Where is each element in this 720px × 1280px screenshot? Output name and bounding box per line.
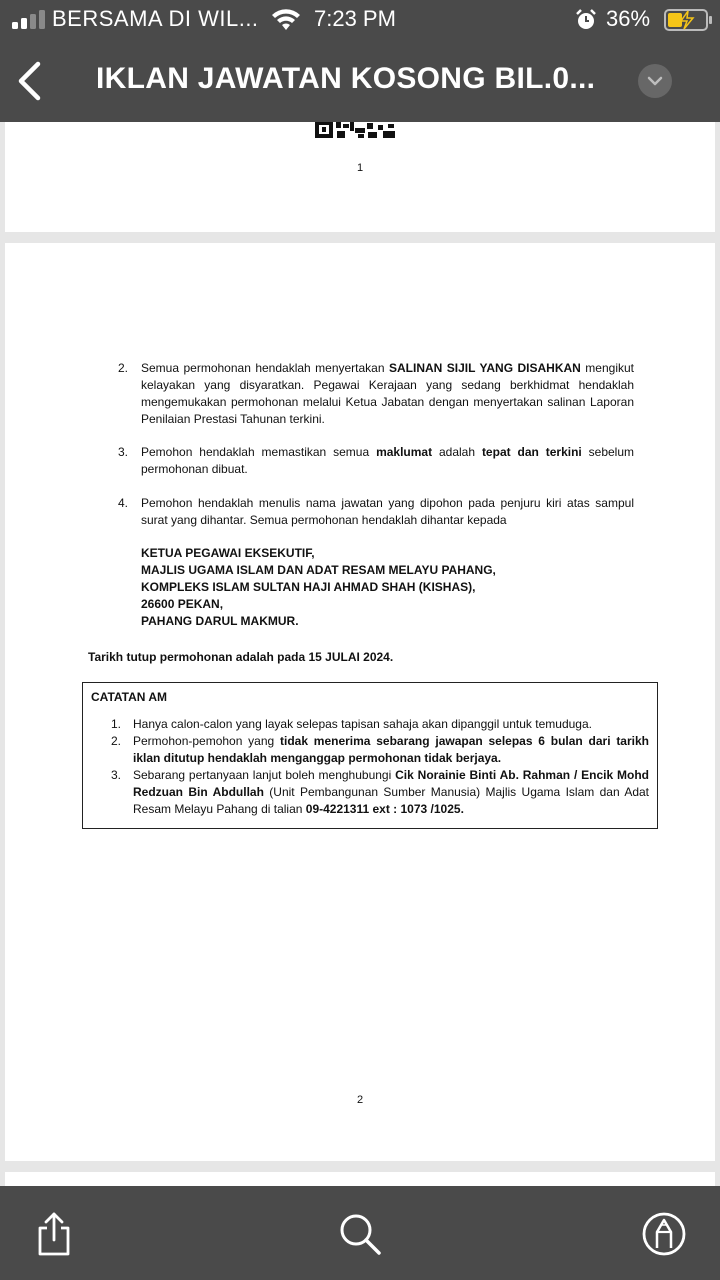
carrier-name: BERSAMA DI WIL...: [52, 6, 259, 31]
general-notes-box: CATATAN AM 1. Hanya calon-calon yang layak selepas tapisan sahaja akan dipanggil untuk temuduga. 2. Permohon-pemohon yang tidak menerima sebarang jawapan selepas 6 bulan dari tarikh iklan ditutup hendaklah menganggap permohonan tidak berjaya. 3. Sebarang pertanyaan lanjut boleh menghubungi Cik Norainie Binti Ab. Rahman / Encik Mohd Redzuan Bin Abdullah (Unit Pembangunan Sumber Manusia) Majlis Ugama Islam dan Adat Resam Melayu Pahang di talian 09-4221311 ext : 1073 /1025.: [82, 682, 658, 829]
page-number: 1: [356, 162, 364, 174]
address-line: KETUA PEGAWAI EKSEKUTIF,: [141, 546, 315, 560]
address-line: KOMPLEKS ISLAM SULTAN HAJI AHMAD SHAH (KISHAS),: [141, 580, 476, 594]
nav-bar: [0, 40, 720, 122]
pdf-page-1: [5, 122, 715, 232]
page-number: 2: [356, 1094, 364, 1106]
alarm-icon: [574, 8, 598, 32]
closing-date: Tarikh tutup permohonan adalah pada 15 JULAI 2024.: [88, 650, 394, 664]
dropdown-chevron-icon: [638, 64, 672, 98]
battery-percent: 36%: [606, 6, 651, 31]
item-text: Pemohon hendaklah menulis nama jawatan yang dipohon pada penjuru kiri atas sampul surat yang dihantar. Semua permohonan hendaklah dihantar kepada: [141, 496, 634, 527]
pdf-page-2: [5, 243, 715, 1161]
wifi-icon: [270, 6, 302, 32]
item-number: 4.: [118, 496, 129, 510]
signal-icon: [10, 10, 50, 30]
item-number: 2.: [118, 361, 129, 375]
bottom-toolbar: [0, 1186, 720, 1280]
search-icon[interactable]: [336, 1210, 384, 1258]
title-menu-button[interactable]: [638, 64, 672, 98]
item-text: Semua permohonan hendaklah menyertakan SALINAN SIJIL YANG DISAHKAN mengikut kelayakan yang disyaratkan. Pegawai Kerajaan yang sedang berkhidmat hendaklah mengemukakan permohonan melalui Ketua Jabatan dengan menyertakan salinan Laporan Penilaian Prestasi Tahunan terkini.: [141, 361, 634, 426]
back-chevron-icon[interactable]: [14, 60, 44, 102]
status-bar: [0, 0, 720, 40]
status-time: 7:23 PM: [314, 6, 396, 31]
address-line: PAHANG DARUL MAKMUR.: [141, 614, 299, 628]
notes-title: CATATAN AM: [91, 690, 167, 704]
address-line: MAJLIS UGAMA ISLAM DAN ADAT RESAM MELAYU PAHANG,: [141, 563, 496, 577]
item-text: Pemohon hendaklah memastikan semua maklumat adalah tepat dan terkini sebelum permohonan dibuat.: [141, 445, 635, 476]
share-icon[interactable]: [30, 1210, 78, 1258]
markup-icon[interactable]: [640, 1210, 688, 1258]
address-line: 26600 PEKAN,: [141, 597, 224, 611]
pdf-page-3: [5, 1172, 715, 1186]
item-number: 3.: [118, 445, 129, 459]
battery-icon: [664, 8, 714, 32]
document-title: IKLAN JAWATAN KOSONG BIL.0...: [96, 62, 596, 95]
top-bar: [0, 0, 720, 122]
qr-code-fragment: [313, 122, 403, 140]
